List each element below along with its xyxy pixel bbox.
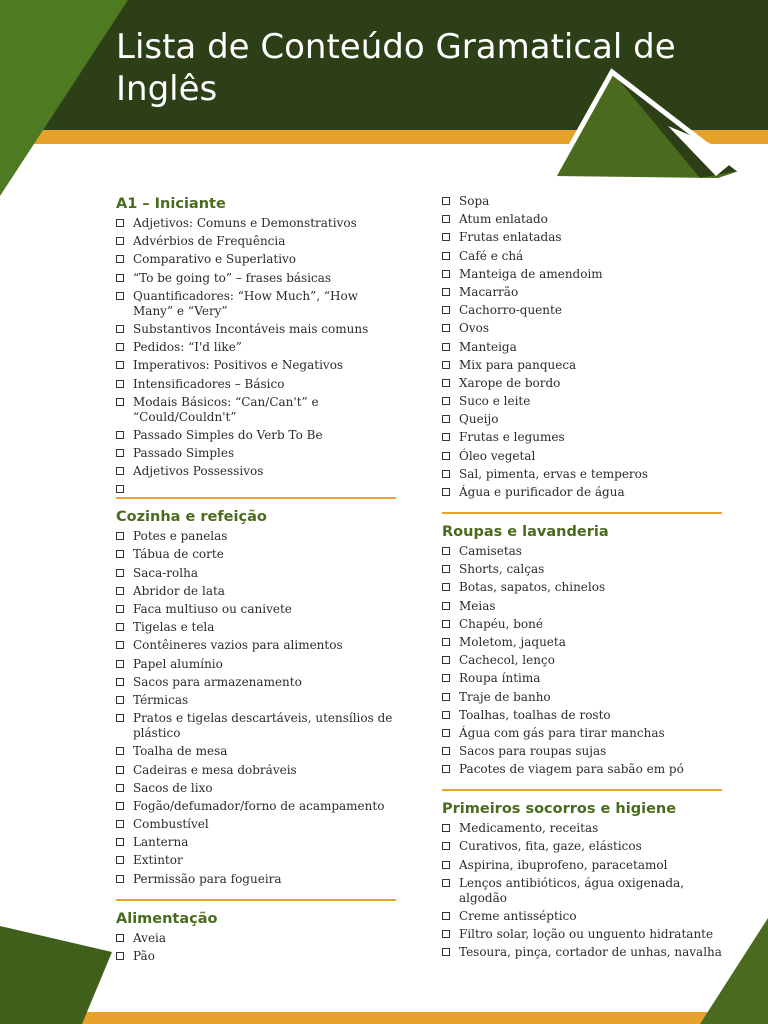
checklist-item-label: Faca multiuso ou canivete	[133, 602, 292, 616]
checkbox-icon[interactable]	[442, 711, 450, 719]
checkbox-icon[interactable]	[116, 325, 124, 333]
checklist-item-label: Modais Básicos: “Can/Can't” e “Could/Couldn't”	[133, 394, 319, 424]
checkbox-icon[interactable]	[116, 605, 124, 613]
checklist-item	[116, 853, 396, 868]
checklist-item-label: Pão	[133, 948, 155, 963]
left-column	[116, 194, 396, 967]
checklist-item	[116, 675, 396, 690]
checkbox-icon[interactable]	[116, 856, 124, 864]
checklist-item-label: Lenços antibióticos, água oxigenada, algodão	[459, 875, 685, 905]
checkbox-icon[interactable]	[116, 766, 124, 774]
checklist-item	[442, 945, 722, 960]
checklist-item-label: Cadeiras e mesa dobráveis	[133, 762, 297, 777]
checklist-item	[442, 562, 722, 577]
checkbox-icon[interactable]	[116, 696, 124, 704]
checklist-item-label: Adjetivos Possessivos	[133, 464, 264, 479]
checkbox-icon[interactable]	[442, 930, 450, 938]
checkbox-icon[interactable]	[116, 569, 124, 577]
checklist-item	[116, 711, 396, 741]
checklist-item-label: Cachecol, lenço	[459, 653, 555, 668]
checklist-item-label: Sacos para roupas sujas	[459, 744, 607, 759]
section-heading: Roupas e lavanderia	[442, 524, 609, 540]
section-heading: Cozinha e refeição	[116, 509, 267, 526]
checkbox-icon[interactable]	[116, 380, 124, 388]
checkbox-icon[interactable]	[442, 488, 450, 496]
checkbox-icon[interactable]	[442, 824, 450, 832]
checkbox-icon[interactable]	[442, 765, 450, 773]
section-primeiros-socorros-e-higiene	[442, 789, 722, 960]
checkbox-icon[interactable]	[116, 255, 124, 263]
checklist-item	[116, 949, 396, 964]
checklist-item-label: Chapéu, boné	[459, 616, 543, 631]
checkbox-icon[interactable]	[442, 912, 450, 920]
checklist-item	[442, 909, 722, 924]
section-divider	[442, 789, 722, 791]
checklist-item-label: Substantivos Incontáveis mais comuns	[133, 321, 369, 336]
checklist-item	[442, 321, 722, 336]
checklist-item	[442, 671, 722, 686]
checklist-item-label: Papel alumínio	[133, 656, 223, 671]
checkbox-icon[interactable]	[442, 656, 450, 664]
checkbox-icon[interactable]	[116, 784, 124, 792]
checklist-item-label: Suco e leite	[459, 394, 531, 409]
checklist-item-label: Adjetivos: Comuns e Demonstrativos	[133, 216, 357, 230]
checklist-item-label: Aspirina, ibuprofeno, paracetamol	[459, 857, 668, 872]
checkbox-icon[interactable]	[116, 623, 124, 631]
checkbox-icon[interactable]	[442, 361, 450, 369]
checklist-item	[442, 412, 722, 427]
checklist-item	[116, 289, 396, 319]
checkbox-icon[interactable]	[116, 641, 124, 649]
checklist-item-label: Macarrão	[459, 284, 519, 299]
section-cozinha-e-refeicao	[116, 497, 396, 886]
checklist-item	[442, 267, 722, 282]
checklist-item	[442, 580, 722, 595]
checkbox-icon[interactable]	[116, 431, 124, 439]
checklist-item	[116, 638, 396, 653]
checklist-item	[442, 340, 722, 355]
checklist-item-label: Toalha de mesa	[133, 744, 228, 759]
checkbox-icon[interactable]	[116, 820, 124, 828]
checklist-item	[116, 395, 396, 425]
checklist-item-label: Sopa	[459, 194, 490, 208]
checkbox-icon[interactable]	[116, 398, 124, 406]
checkbox-icon[interactable]	[442, 729, 450, 737]
checklist-item	[442, 358, 722, 373]
checklist-item	[116, 835, 396, 850]
checkbox-icon[interactable]	[116, 449, 124, 457]
checkbox-icon[interactable]	[442, 215, 450, 223]
checklist-item-label: Frutas enlatadas	[459, 230, 562, 245]
checklist-item	[116, 566, 396, 581]
checklist-item	[116, 584, 396, 599]
checklist-item-label: Frutas e legumes	[459, 430, 565, 445]
checklist-item	[442, 690, 722, 705]
checklist-item	[442, 376, 722, 391]
right-column	[442, 194, 722, 964]
checklist-item-label: Sacos para armazenamento	[133, 674, 302, 689]
checkbox-icon[interactable]	[442, 343, 450, 351]
checklist-item-label: Shorts, calças	[459, 562, 545, 577]
checklist-item-label: Pedidos: “I'd like”	[133, 340, 242, 355]
checklist-item-label: Permissão para fogueira	[133, 871, 282, 886]
checkbox-icon[interactable]	[442, 379, 450, 387]
checkbox-icon[interactable]	[442, 288, 450, 296]
checklist-item-label: Xarope de bordo	[459, 375, 561, 390]
section-divider	[442, 512, 722, 514]
checklist-item-label: Água com gás para tirar manchas	[459, 725, 665, 740]
checklist-item	[116, 446, 396, 461]
checkbox-icon[interactable]	[116, 361, 124, 369]
checklist-item	[116, 781, 396, 796]
checklist	[442, 194, 722, 500]
checklist-item-label: Quantificadores: “How Much”, “How Many” e “Very”	[133, 288, 358, 318]
checklist-item-label: Filtro solar, loção ou unguento hidratante	[459, 927, 714, 942]
checkbox-icon[interactable]	[442, 602, 450, 610]
checkbox-icon[interactable]	[442, 861, 450, 869]
checklist-item-label: Tábua de corte	[133, 547, 224, 562]
checklist-item	[116, 529, 396, 544]
checklist-item	[442, 285, 722, 300]
checkbox-icon[interactable]	[116, 678, 124, 686]
checkbox-icon[interactable]	[442, 233, 450, 241]
checklist-item-label: Aveia	[133, 930, 167, 945]
checklist-item	[442, 653, 722, 668]
checkbox-icon[interactable]	[442, 747, 450, 755]
checklist-item	[442, 635, 722, 650]
checkbox-icon[interactable]	[442, 270, 450, 278]
checkbox-icon[interactable]	[442, 324, 450, 332]
checkbox-icon[interactable]	[116, 838, 124, 846]
checklist-item-label: Lanterna	[133, 835, 189, 850]
checklist-item-label: Meias	[459, 598, 496, 613]
checklist-item-label: Sal, pimenta, ervas e temperos	[459, 466, 649, 481]
checkbox-icon[interactable]	[442, 620, 450, 628]
checkbox-icon[interactable]	[442, 565, 450, 573]
checklist-item-label: “To be going to” – frases básicas	[133, 270, 332, 285]
checklist-item-label: Passado Simples	[133, 446, 235, 461]
checklist-item	[442, 617, 722, 632]
checklist-item	[442, 212, 722, 227]
checklist-item	[442, 839, 722, 854]
checkbox-icon[interactable]	[442, 583, 450, 591]
checkbox-icon[interactable]	[442, 879, 450, 887]
checklist-item	[116, 428, 396, 443]
checklist-item-label: Imperativos: Positivos e Negativos	[133, 358, 344, 373]
checklist-item	[116, 340, 396, 355]
checkbox-icon[interactable]	[442, 693, 450, 701]
checklist	[116, 931, 396, 964]
checklist-item	[442, 599, 722, 614]
checkbox-icon[interactable]	[116, 274, 124, 282]
checklist-item-label: Óleo vegetal	[459, 448, 536, 463]
checkbox-icon[interactable]	[116, 237, 124, 245]
checklist-item	[116, 657, 396, 672]
checklist-item	[442, 927, 722, 942]
checklist-item	[116, 322, 396, 337]
checklist-item	[116, 817, 396, 832]
checklist-item-label: Sacos de lixo	[133, 780, 213, 795]
checklist-item	[442, 449, 722, 464]
checkbox-icon[interactable]	[116, 952, 124, 960]
checklist-item	[116, 744, 396, 759]
checklist-item	[442, 303, 722, 318]
checklist-item	[442, 230, 722, 245]
section-heading: A1 – Iniciante	[116, 196, 226, 212]
checklist-item	[442, 858, 722, 873]
section-divider	[116, 899, 396, 901]
checklist-item-label: Advérbios de Frequência	[133, 234, 286, 249]
checklist-item-label: Medicamento, receitas	[459, 821, 599, 836]
checklist-item	[442, 544, 722, 559]
checkbox-icon[interactable]	[116, 934, 124, 942]
checkbox-icon[interactable]	[442, 306, 450, 314]
checklist-item	[116, 620, 396, 635]
section-roupas-e-lavanderia	[442, 512, 722, 777]
checklist-item-label: Pratos e tigelas descartáveis, utensílios de plástico	[133, 711, 393, 741]
checklist-item-label: Manteiga de amendoim	[459, 266, 603, 281]
checklist-item	[442, 485, 722, 500]
checklist-item-label: Queijo	[459, 412, 499, 427]
checkbox-icon[interactable]	[442, 638, 450, 646]
checklist-item	[442, 744, 722, 759]
checklist-item-label: Extintor	[133, 853, 183, 868]
checklist	[442, 821, 722, 960]
checklist-item-label: Roupa íntima	[459, 671, 541, 686]
checklist-item-label: Curativos, fita, gaze, elásticos	[459, 839, 642, 854]
checklist-item-label: Café e chá	[459, 248, 524, 263]
checklist-item-label: Cachorro-quente	[459, 303, 562, 318]
checklist-item	[442, 430, 722, 445]
checklist	[442, 544, 722, 777]
checklist-item	[116, 377, 396, 392]
checklist-item-label: Tesoura, pinça, cortador de unhas, navalha	[459, 945, 722, 960]
checkbox-icon[interactable]	[116, 485, 124, 493]
checklist-item-label: Pacotes de viagem para sabão em pó	[459, 762, 684, 777]
checkbox-icon[interactable]	[442, 470, 450, 478]
checklist-item-label: Atum enlatado	[459, 212, 548, 227]
checkbox-icon[interactable]	[116, 587, 124, 595]
checklist-item	[116, 602, 396, 617]
section-divider	[116, 497, 396, 499]
checklist-item-label: Tigelas e tela	[133, 620, 215, 635]
checklist	[116, 216, 396, 479]
checklist-item	[442, 467, 722, 482]
checklist-item-label: Fogão/defumador/forno de acampamento	[133, 798, 385, 813]
checklist-item-label: Toalhas, toalhas de rosto	[459, 707, 611, 722]
checklist-item-label: Ovos	[459, 321, 489, 336]
checkbox-icon[interactable]	[442, 452, 450, 460]
checklist-item	[116, 464, 396, 479]
bottom-left-shape	[0, 926, 112, 1024]
checkbox-icon[interactable]	[116, 467, 124, 475]
checklist-item	[442, 762, 722, 777]
checklist-item-label: Manteiga	[459, 339, 517, 354]
checklist-item-label: Combustível	[133, 817, 209, 832]
checkbox-icon[interactable]	[442, 433, 450, 441]
checkbox-icon[interactable]	[116, 660, 124, 668]
checklist-item-label: Potes e panelas	[133, 529, 228, 544]
checklist-item-label: Passado Simples do Verb To Be	[133, 427, 323, 442]
checklist-item	[116, 693, 396, 708]
checklist-item-label: Água e purificador de água	[459, 485, 625, 499]
checklist-item-label: Térmicas	[133, 692, 189, 707]
checklist	[116, 529, 396, 886]
checklist-item	[442, 876, 722, 906]
section-continued	[442, 194, 722, 500]
checkbox-icon[interactable]	[116, 714, 124, 722]
checkbox-icon[interactable]	[442, 415, 450, 423]
checklist-item	[442, 394, 722, 409]
checkbox-icon[interactable]	[116, 532, 124, 540]
checklist-item-label: Intensificadores – Básico	[133, 376, 285, 391]
checklist-item	[116, 234, 396, 249]
checklist-item	[442, 821, 722, 836]
checklist-item-label: Moletom, jaqueta	[459, 634, 566, 649]
checklist-item-label: Comparativo e Superlativo	[133, 252, 297, 267]
checkbox-icon[interactable]	[442, 948, 450, 956]
checklist-item-label: Botas, sapatos, chinelos	[459, 580, 606, 595]
checklist-item-label: Camisetas	[459, 544, 522, 558]
checklist-item-label: Creme antisséptico	[459, 909, 577, 923]
checkbox-icon[interactable]	[116, 875, 124, 883]
checkbox-icon[interactable]	[116, 343, 124, 351]
checklist-item	[116, 872, 396, 887]
section-heading: Alimentação	[116, 910, 218, 927]
checklist-item	[116, 271, 396, 286]
checkbox-icon[interactable]	[116, 550, 124, 558]
checklist-item	[442, 726, 722, 741]
top-left-triangle	[0, 0, 128, 196]
checklist-item	[116, 763, 396, 778]
checkbox-icon[interactable]	[442, 397, 450, 405]
checkbox-icon[interactable]	[442, 674, 450, 682]
checklist-item	[116, 216, 396, 231]
checklist-item-label: Abridor de lata	[133, 583, 225, 598]
checkbox-icon[interactable]	[442, 197, 450, 205]
checkbox-icon[interactable]	[442, 547, 450, 555]
checklist-item-label: Contêineres vazios para alimentos	[133, 638, 343, 653]
page-title: Lista de Conteúdo Gramatical de Inglês	[116, 27, 676, 109]
section-alimentacao	[116, 899, 396, 964]
checklist-item	[116, 931, 396, 946]
checkbox-icon[interactable]	[116, 802, 124, 810]
checklist-item	[116, 358, 396, 373]
checklist-item	[116, 252, 396, 267]
checkbox-icon[interactable]	[116, 219, 124, 227]
checkbox-icon[interactable]	[116, 292, 124, 300]
checklist-item	[116, 799, 396, 814]
checkbox-icon[interactable]	[442, 252, 450, 260]
checklist-item-label: Mix para panqueca	[459, 357, 577, 372]
checkbox-icon[interactable]	[442, 842, 450, 850]
section-a1-iniciante	[116, 194, 396, 479]
checklist-item	[442, 708, 722, 723]
checklist-item	[442, 194, 722, 209]
checklist-item	[442, 249, 722, 264]
checklist-item-label: Saca-rolha	[133, 565, 198, 580]
checklist-item	[116, 547, 396, 562]
checklist-item-label: Traje de banho	[459, 689, 551, 704]
checkbox-icon[interactable]	[116, 747, 124, 755]
section-heading: Primeiros socorros e higiene	[442, 801, 677, 818]
